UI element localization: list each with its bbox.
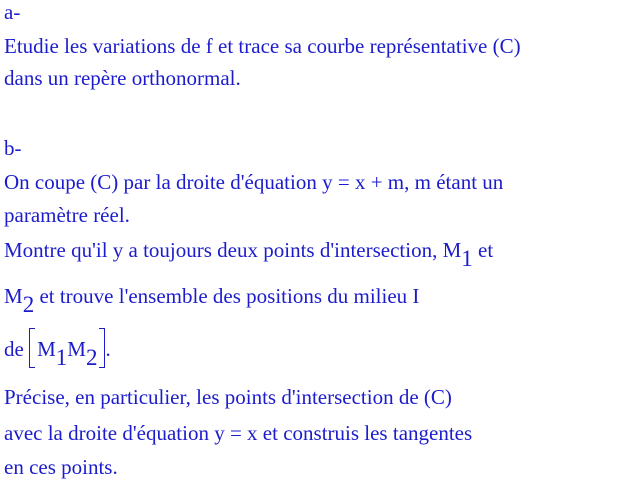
part-a-line-1: Etudie les variations de f et trace sa courbe représentative (C)	[4, 34, 521, 58]
m1-subscript: 1	[461, 246, 473, 271]
segment-m2-symbol: M	[67, 337, 86, 361]
part-a-label: a-	[4, 0, 21, 24]
part-b-line-6: Précise, en particulier, les points d'intersection de (C)	[4, 385, 452, 409]
line-3-text-before: Montre qu'il y a toujours deux points d'intersection, M	[4, 238, 462, 262]
m2-symbol: M	[4, 284, 23, 308]
segment-m1-symbol: M	[37, 337, 56, 361]
line-7-text-before: avec la droite d'équation	[4, 421, 215, 445]
line-4-text-after: et trouve l'ensemble des positions du milieu I	[34, 284, 420, 308]
part-b-line-7	[4, 421, 472, 445]
part-b-line-5	[4, 337, 111, 370]
part-b-line-1	[4, 170, 503, 194]
segment-m1-subscript: 1	[55, 345, 68, 370]
segment-m1m2	[29, 337, 105, 370]
part-b-label: b-	[4, 136, 22, 160]
line-1-text-after: m étant un	[409, 170, 504, 194]
line-7-text-after: et construis les tangentes	[257, 421, 473, 445]
right-bracket	[99, 328, 105, 368]
line-5-text-after: .	[105, 337, 111, 361]
line-1-text-before: On coupe (C) par la droite d'équation	[4, 170, 323, 194]
part-b-line-8: en ces points.	[4, 455, 118, 479]
m2-subscript: 2	[22, 292, 35, 317]
line-3-text-after: et	[472, 238, 494, 262]
part-b-line-2: paramètre réel.	[4, 203, 130, 227]
part-b-line-4	[4, 284, 420, 317]
part-a-line-2: dans un repère orthonormal.	[4, 66, 241, 90]
line-5-text-before: de	[4, 337, 30, 361]
line-equation-y-x: y = x	[214, 421, 258, 445]
line-equation-y-x-m: y = x + m,	[322, 170, 410, 194]
left-bracket	[29, 328, 35, 368]
part-b-line-3	[4, 238, 494, 271]
segment-m2-subscript: 2	[85, 345, 98, 370]
